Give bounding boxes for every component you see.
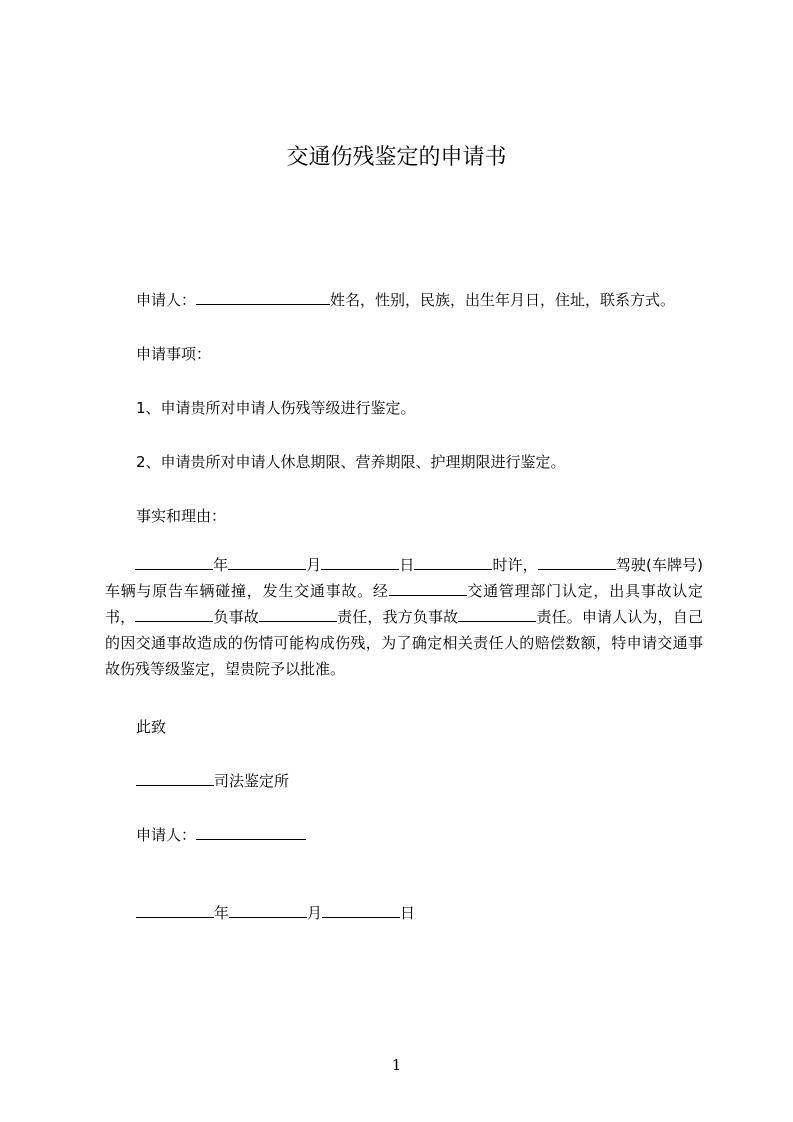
facts-dept-text: 交通管理部门认定，出具事故认定书， bbox=[105, 582, 703, 626]
recipient-line bbox=[136, 770, 289, 792]
recipient-blank bbox=[136, 770, 214, 786]
request-item-2: 2、申请贵所对申请人休息期限、营养期限、护理期限进行鉴定。 bbox=[136, 453, 566, 471]
page-number: 1 bbox=[391, 1056, 402, 1074]
date-line bbox=[136, 902, 415, 924]
facts-paragraph bbox=[105, 552, 703, 682]
traffic-dept-blank bbox=[389, 580, 467, 596]
applicant-details: 姓名，性别，民族，出生年月日，住址，联系方式。 bbox=[330, 291, 676, 309]
applicant-label: 申请人： bbox=[136, 291, 197, 309]
request-item-1: 1、申请贵所对申请人伤残等级进行鉴定。 bbox=[136, 399, 416, 417]
date-year-blank bbox=[136, 902, 214, 918]
other-responsibility-blank bbox=[259, 606, 337, 622]
facts-heading: 事实和理由： bbox=[136, 507, 227, 525]
facts-time-label: 时许， bbox=[492, 556, 538, 574]
other-party-blank bbox=[135, 606, 213, 622]
date-year-label: 年 bbox=[214, 904, 230, 922]
year-blank bbox=[135, 554, 213, 570]
recipient-suffix: 司法鉴定所 bbox=[214, 772, 290, 790]
facts-drive-text: 驾驶(车牌号)车辆与原告车辆碰撞，发生交通事故。经 bbox=[105, 556, 703, 600]
facts-month-label: 月 bbox=[306, 556, 322, 574]
facts-day-label: 日 bbox=[399, 556, 415, 574]
hour-blank bbox=[414, 554, 492, 570]
day-blank bbox=[321, 554, 399, 570]
date-day-label: 日 bbox=[400, 904, 416, 922]
applicant-line bbox=[136, 289, 675, 311]
signature-line bbox=[136, 824, 306, 846]
driver-blank bbox=[538, 554, 616, 570]
own-responsibility-blank bbox=[458, 606, 536, 622]
date-month-blank bbox=[229, 902, 307, 918]
facts-resp-text-1: 负事故 bbox=[213, 608, 259, 626]
closing-phrase: 此致 bbox=[136, 718, 167, 736]
facts-year-label: 年 bbox=[213, 556, 229, 574]
date-day-blank bbox=[322, 902, 400, 918]
facts-resp-text-3: 责任。申请人认为，自己的因交通事故造成的伤情可能构成伤残，为了确定相关责任人的赔偿数额，特申请交通事故伤残等级鉴定，望贵院予以批准。 bbox=[105, 608, 703, 678]
facts-resp-text-2: 责任，我方负事故 bbox=[336, 608, 459, 626]
document-title: 交通伤残鉴定的申请书 bbox=[286, 145, 507, 170]
date-month-label: 月 bbox=[307, 904, 323, 922]
month-blank bbox=[228, 554, 306, 570]
applicant-name-blank bbox=[196, 289, 330, 305]
signature-label: 申请人： bbox=[136, 826, 197, 844]
request-items-heading: 申请事项： bbox=[136, 345, 212, 363]
signature-blank bbox=[196, 824, 306, 840]
